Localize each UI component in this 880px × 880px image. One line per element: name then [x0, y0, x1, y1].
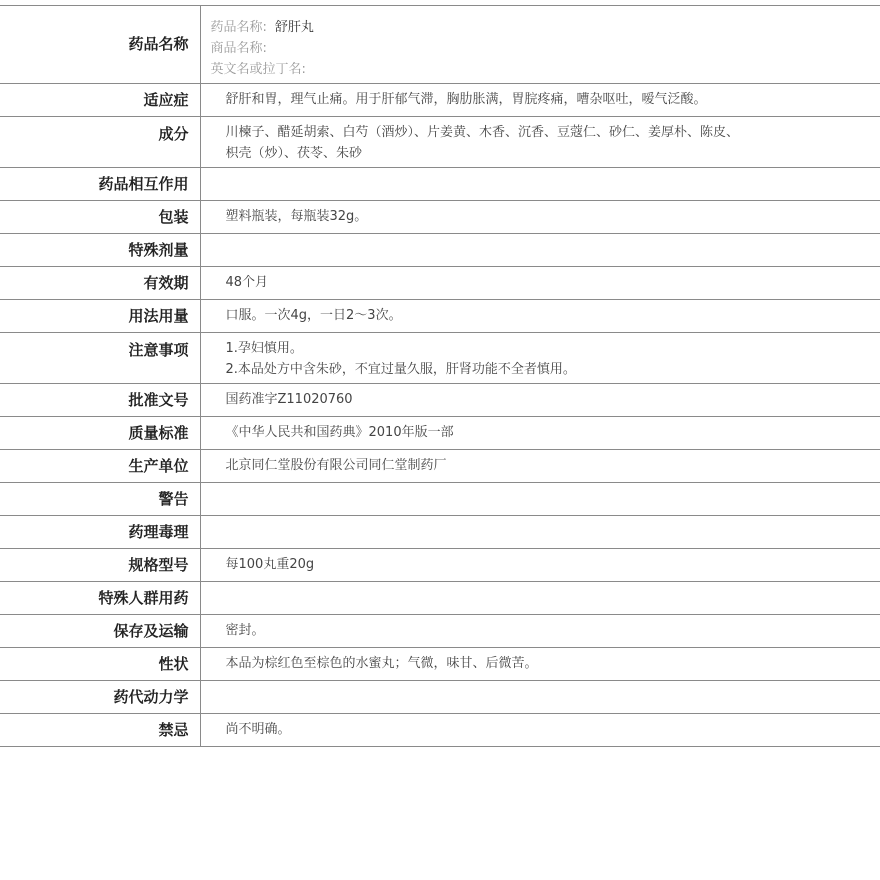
usage-label: 用法用量 — [0, 300, 200, 333]
properties-value: 本品为棕红色至棕色的水蜜丸；气微，味甘、后微苦。 — [200, 648, 880, 681]
packaging-row — [0, 201, 880, 234]
packaging-value: 塑料瓶装，每瓶装32g。 — [200, 201, 880, 234]
contraindications-row — [0, 714, 880, 747]
indication-label: 适应症 — [0, 84, 200, 117]
approval-row — [0, 384, 880, 417]
quality-standard-label: 质量标准 — [0, 417, 200, 450]
interactions-value — [200, 168, 880, 201]
warning-row — [0, 483, 880, 516]
storage-label: 保存及运输 — [0, 615, 200, 648]
precautions-line-2: 2.本品处方中含朱砂，不宜过量久服，肝肾功能不全者慎用。 — [225, 362, 576, 377]
quality-standard-value: 《中华人民共和国药典》2010年版一部 — [200, 417, 880, 450]
toxicology-label: 药理毒理 — [0, 516, 200, 549]
shelf-life-label: 有效期 — [0, 267, 200, 300]
special-dosage-row — [0, 234, 880, 267]
ingredients-line-2: 枳壳（炒）、茯苓、朱砂 — [225, 146, 363, 161]
special-dosage-value — [200, 234, 880, 267]
indication-value: 舒肝和胃，理气止痛。用于肝郁气滞，胸肋胀满，胃脘疼痛，嘈杂呕吐，嗳气泛酸。 — [200, 84, 880, 117]
usage-row — [0, 300, 880, 333]
warning-value — [200, 483, 880, 516]
pharmacokinetics-value — [200, 681, 880, 714]
toxicology-row — [0, 516, 880, 549]
special-population-row — [0, 582, 880, 615]
specification-value: 每100丸重20g — [200, 549, 880, 582]
ingredients-value — [200, 117, 880, 168]
ingredients-line-1: 川楝子、醋延胡索、白芍（酒炒）、片姜黄、木香、沉香、豆蔻仁、砂仁、姜厚朴、陈皮、 — [225, 125, 740, 140]
precautions-label: 注意事项 — [0, 333, 200, 384]
shelf-life-value: 48个月 — [200, 267, 880, 300]
precautions-line-1: 1.孕妇慎用。 — [225, 341, 303, 356]
interactions-label: 药品相互作用 — [0, 168, 200, 201]
manufacturer-value: 北京同仁堂股份有限公司同仁堂制药厂 — [200, 450, 880, 483]
ingredients-row — [0, 117, 880, 168]
approval-label: 批准文号 — [0, 384, 200, 417]
indication-row — [0, 84, 880, 117]
generic-name-key: 药品名称: — [210, 20, 267, 35]
english-name-key: 英文名或拉丁名: — [210, 62, 306, 77]
specification-row — [0, 549, 880, 582]
storage-row — [0, 615, 880, 648]
drug-name-label: 药品名称 — [0, 6, 200, 84]
packaging-label: 包装 — [0, 201, 200, 234]
precautions-row — [0, 333, 880, 384]
drug-name-cell — [200, 6, 880, 84]
interactions-row — [0, 168, 880, 201]
properties-row — [0, 648, 880, 681]
precautions-value — [200, 333, 880, 384]
special-population-value — [200, 582, 880, 615]
special-population-label: 特殊人群用药 — [0, 582, 200, 615]
pharmacokinetics-row — [0, 681, 880, 714]
trade-name-key: 商品名称: — [210, 41, 267, 56]
approval-value: 国药准字Z11020760 — [200, 384, 880, 417]
generic-name-value: 舒肝丸 — [274, 20, 314, 35]
drug-name-row — [0, 6, 880, 84]
ingredients-label: 成分 — [0, 117, 200, 168]
contraindications-label: 禁忌 — [0, 714, 200, 747]
special-dosage-label: 特殊剂量 — [0, 234, 200, 267]
english-name-line — [211, 59, 880, 80]
usage-value: 口服。一次4g，一日2～3次。 — [200, 300, 880, 333]
specification-label: 规格型号 — [0, 549, 200, 582]
contraindications-value: 尚不明确。 — [200, 714, 880, 747]
manufacturer-row — [0, 450, 880, 483]
shelf-life-row — [0, 267, 880, 300]
toxicology-value — [200, 516, 880, 549]
warning-label: 警告 — [0, 483, 200, 516]
quality-standard-row — [0, 417, 880, 450]
pharmacokinetics-label: 药代动力学 — [0, 681, 200, 714]
manufacturer-label: 生产单位 — [0, 450, 200, 483]
drug-info-table — [0, 5, 880, 747]
storage-value: 密封。 — [200, 615, 880, 648]
generic-name-line — [211, 17, 880, 38]
properties-label: 性状 — [0, 648, 200, 681]
trade-name-line — [211, 38, 880, 59]
